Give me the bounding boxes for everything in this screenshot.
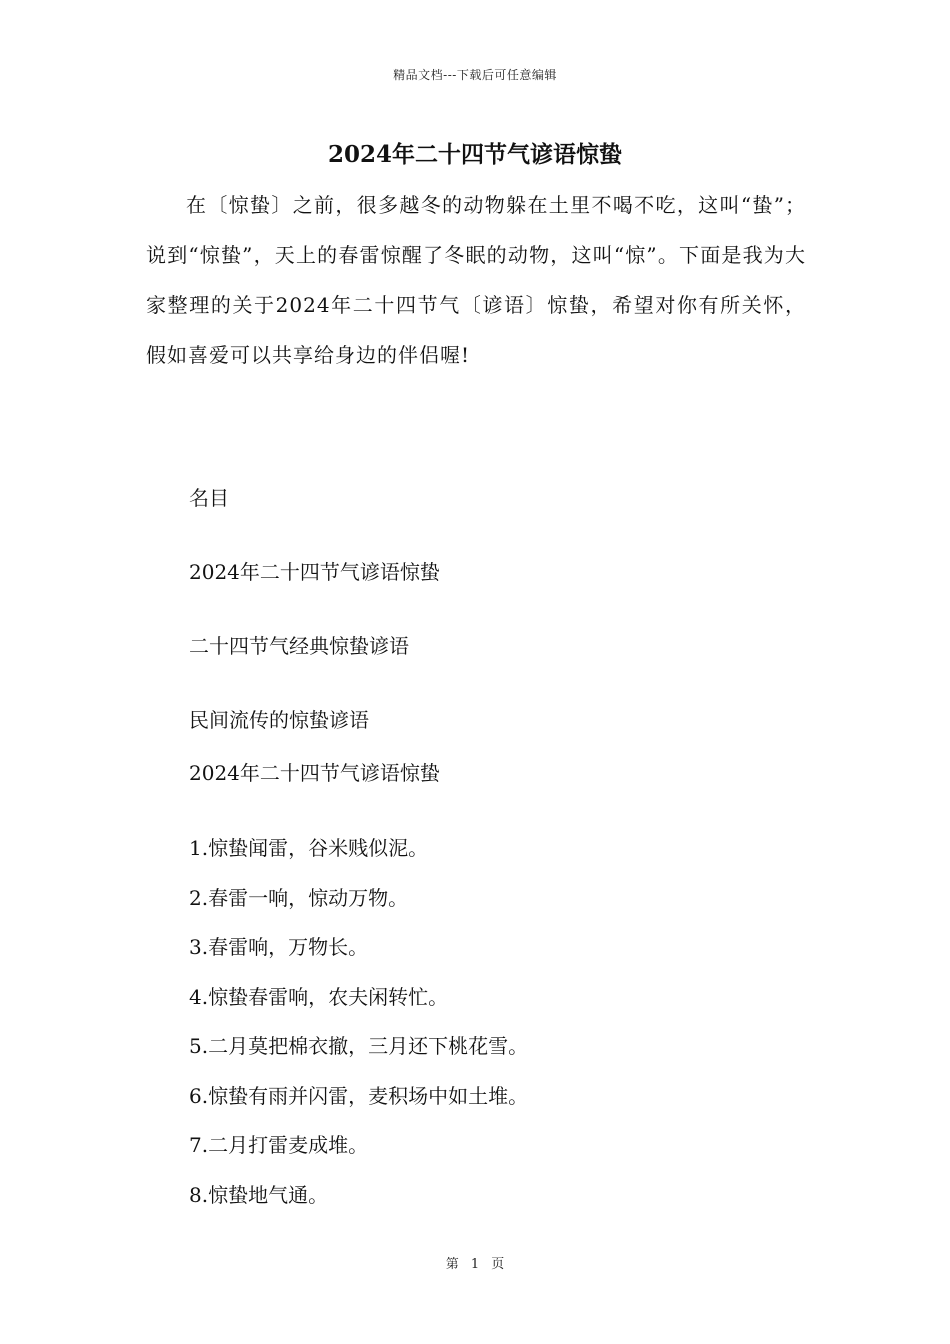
saying-item: 8.惊蛰地气通。 xyxy=(189,1182,329,1207)
saying-item: 4.惊蛰春雷响，农夫闲转忙。 xyxy=(189,984,449,1009)
saying-item: 5.二月莫把棉衣撤，三月还下桃花雪。 xyxy=(189,1034,529,1058)
page-footer-prefix: 第 xyxy=(445,1257,459,1272)
table-of-contents xyxy=(189,480,789,776)
page-footer xyxy=(0,1253,950,1272)
intro-paragraph: 在〔惊蛰〕之前，很多越冬的动物躲在土里不喝不吃，这叫“蛰”；说到“惊蛰”，天上的春雷惊醒了冬眠的动物，这叫“惊”。下面是我为大家整理的关于2024年二十四节气〔谚语〕惊蛰，希望对你有所关怀，假如喜爱可以共享给身边的伴侣喔! xyxy=(146,193,806,367)
toc-item: 民间流传的惊蛰谚语 xyxy=(189,708,369,732)
section-heading: 2024年二十四节气谚语惊蛰 xyxy=(189,761,440,785)
saying-item: 6.惊蛰有雨并闪雷，麦积场中如土堆。 xyxy=(189,1083,529,1108)
header-note: 精品文档---下载后可任意编辑 xyxy=(393,68,557,82)
page-footer-suffix: 页 xyxy=(491,1257,505,1272)
toc-item: 2024年二十四节气谚语惊蛰 xyxy=(189,560,440,584)
saying-item: 7.二月打雷麦成堆。 xyxy=(189,1133,369,1157)
toc-heading: 名目 xyxy=(189,486,229,510)
saying-item: 2.春雷一响，惊动万物。 xyxy=(189,885,409,910)
page-number: 1 xyxy=(470,1257,480,1272)
saying-item: 3.春雷响，万物长。 xyxy=(189,935,369,959)
sayings-list xyxy=(189,830,809,1226)
saying-item: 1.惊蛰闻雷，谷米贱似泥。 xyxy=(189,836,429,860)
document-title: 2024年二十四节气谚语惊蛰 xyxy=(327,141,622,168)
toc-item: 二十四节气经典惊蛰谚语 xyxy=(189,634,409,658)
